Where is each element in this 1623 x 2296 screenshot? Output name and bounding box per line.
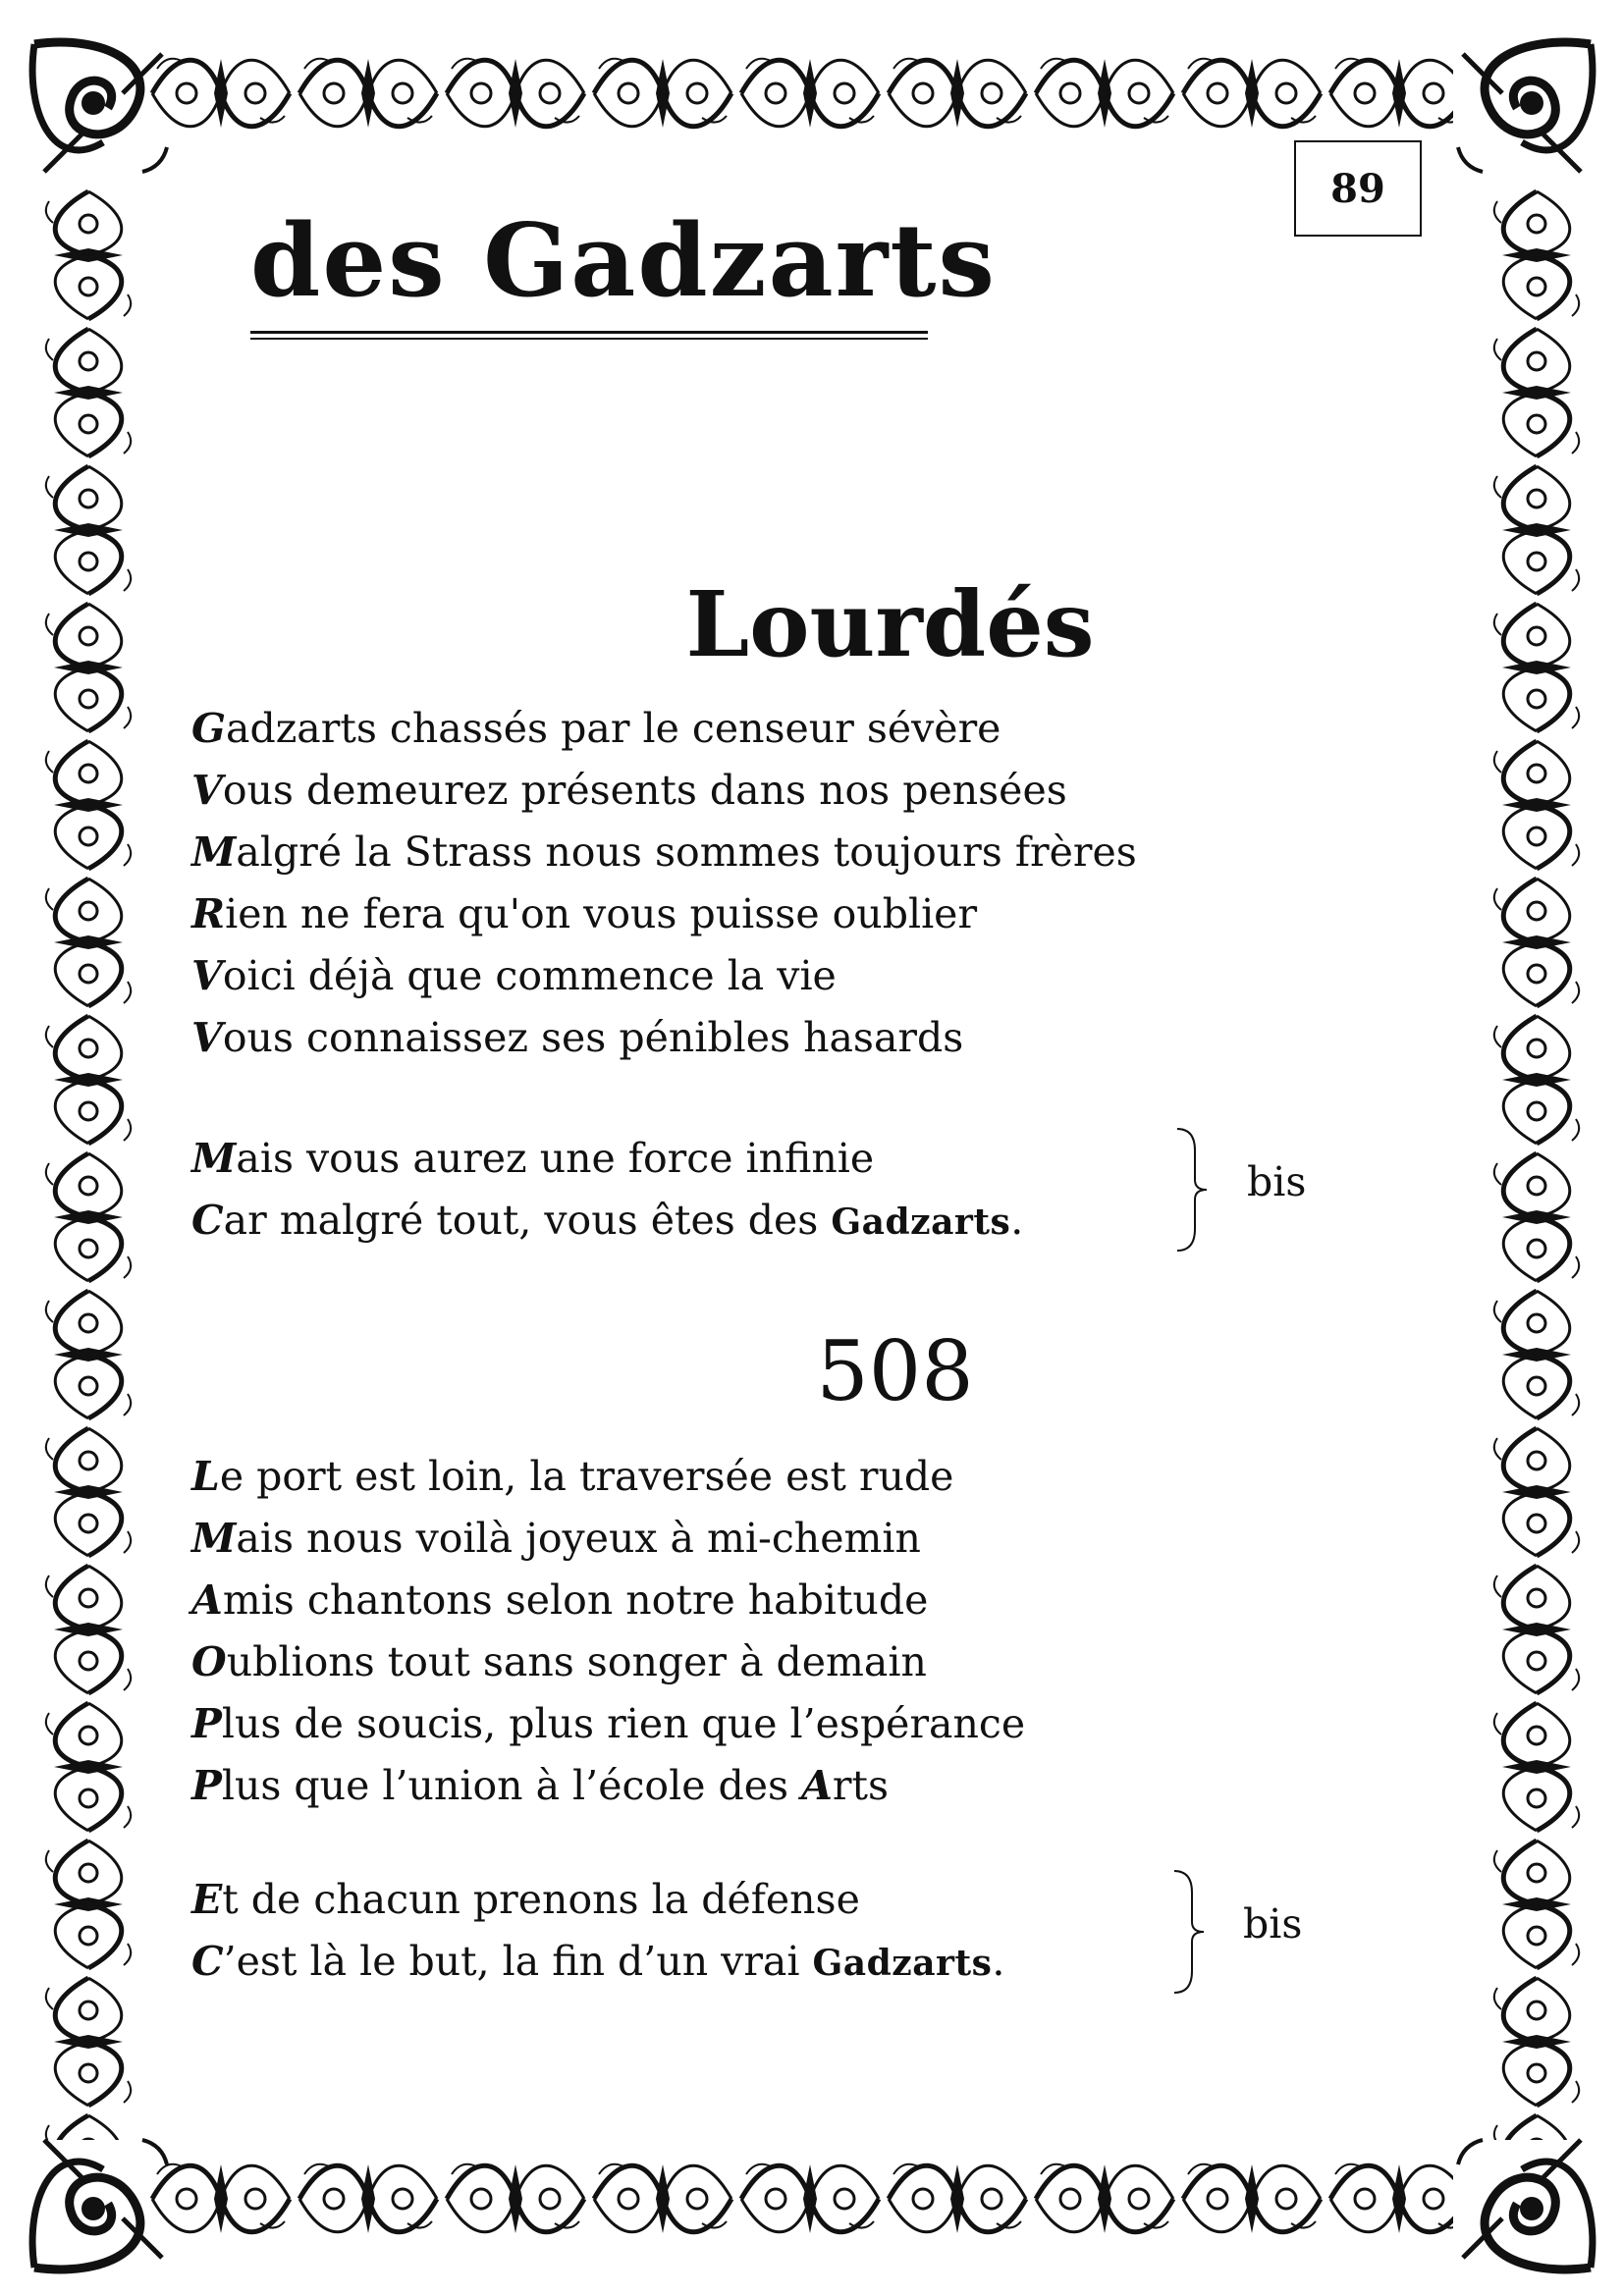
- ornamental-border-left: [29, 187, 147, 2140]
- drop-initial: M: [191, 1515, 237, 1562]
- verse-line: [191, 1446, 1025, 1508]
- drop-initial: P: [191, 1762, 222, 1809]
- refrain-line: [191, 1869, 1004, 1931]
- song-2-verse: [191, 1446, 1025, 1817]
- ornamental-corner-bottom-left: [15, 2115, 187, 2287]
- line-text: ar malgré tout, vous êtes des: [223, 1197, 832, 1244]
- verse-line: [191, 1755, 1025, 1817]
- repeat-label: bis: [1243, 1900, 1303, 1948]
- repeat-brace: [1170, 1868, 1210, 1996]
- verse-line: [191, 760, 1137, 822]
- repeat-label: bis: [1247, 1158, 1307, 1205]
- line-tail: .: [992, 1938, 1005, 1985]
- verse-line: [191, 822, 1137, 883]
- refrain-line: [191, 1128, 1023, 1190]
- song-title-508: 508: [816, 1323, 974, 1419]
- verse-line: [191, 1007, 1137, 1069]
- song-2-refrain: [191, 1869, 1004, 1993]
- ornamental-border-right: [1478, 187, 1596, 2140]
- line-text: ’est là le but, la fin d’un vrai: [223, 1938, 813, 1985]
- title-underline-secondary: [250, 338, 928, 340]
- drop-initial: C: [191, 1197, 224, 1244]
- ornamental-corner-bottom-right: [1438, 2115, 1610, 2287]
- line-text: ous demeurez présents dans nos pensées: [222, 767, 1067, 814]
- verse-line: [191, 883, 1137, 945]
- drop-initial: R: [191, 890, 226, 937]
- song-1-refrain: [191, 1128, 1023, 1252]
- line-text: ublions tout sans songer à demain: [226, 1638, 927, 1685]
- drop-initial: V: [191, 767, 223, 814]
- ornamental-corner-top-right: [1438, 25, 1610, 196]
- drop-initial: O: [191, 1638, 227, 1685]
- drop-initial: A: [191, 1576, 223, 1624]
- blackletter-word: Gadzarts: [831, 1201, 1011, 1243]
- line-text: ous connaissez ses pénibles hasards: [222, 1014, 964, 1061]
- line-text: ais nous voilà joyeux à mi-chemin: [236, 1515, 921, 1562]
- drop-initial: L: [191, 1453, 220, 1500]
- line-text: lus de soucis, plus rien que l’espérance: [221, 1700, 1026, 1747]
- page-number: 89: [1294, 140, 1422, 237]
- line-tail: rts: [832, 1762, 890, 1809]
- refrain-line: [191, 1931, 1004, 1993]
- drop-initial: P: [191, 1700, 222, 1747]
- section-title: des Gadzarts: [250, 202, 997, 320]
- title-underline: [250, 331, 928, 334]
- verse-line: [191, 945, 1137, 1007]
- song-1-verse: [191, 698, 1137, 1069]
- verse-line: [191, 1631, 1025, 1693]
- drop-initial: G: [191, 705, 227, 752]
- verse-line: [191, 698, 1137, 760]
- drop-initial: M: [191, 828, 237, 876]
- verse-line: [191, 1570, 1025, 1631]
- line-text: e port est loin, la traversée est rude: [219, 1453, 954, 1500]
- line-text: adzarts chassés par le censeur sévère: [226, 705, 1001, 752]
- refrain-line: [191, 1190, 1023, 1252]
- line-text: t de chacun prenons la défense: [222, 1876, 860, 1923]
- song-title-lourdes: Lourdés: [685, 571, 1095, 677]
- line-text: ien ne fera qu'on vous puisse oublier: [225, 890, 978, 937]
- line-text: lus que l’union à l’école des: [221, 1762, 802, 1809]
- line-tail: .: [1010, 1197, 1024, 1244]
- drop-initial: E: [191, 1876, 223, 1923]
- line-text: mis chantons selon notre habitude: [222, 1576, 929, 1624]
- drop-initial: V: [191, 1014, 223, 1061]
- drop-initial: M: [191, 1135, 237, 1182]
- ornamental-border-bottom: [147, 2145, 1453, 2253]
- line-text: ais vous aurez une force infinie: [236, 1135, 875, 1182]
- verse-line: [191, 1508, 1025, 1570]
- ornamental-corner-top-left: [15, 25, 187, 196]
- blackletter-word: Gadzarts: [812, 1943, 993, 1984]
- verse-line: [191, 1693, 1025, 1755]
- line-text: algré la Strass nous sommes toujours frères: [236, 828, 1137, 876]
- repeat-brace: [1173, 1126, 1213, 1254]
- blackletter-initial: A: [801, 1762, 833, 1809]
- line-text: oici déjà que commence la vie: [222, 952, 837, 999]
- drop-initial: C: [191, 1938, 224, 1985]
- ornamental-border-top: [147, 39, 1453, 147]
- drop-initial: V: [191, 952, 223, 999]
